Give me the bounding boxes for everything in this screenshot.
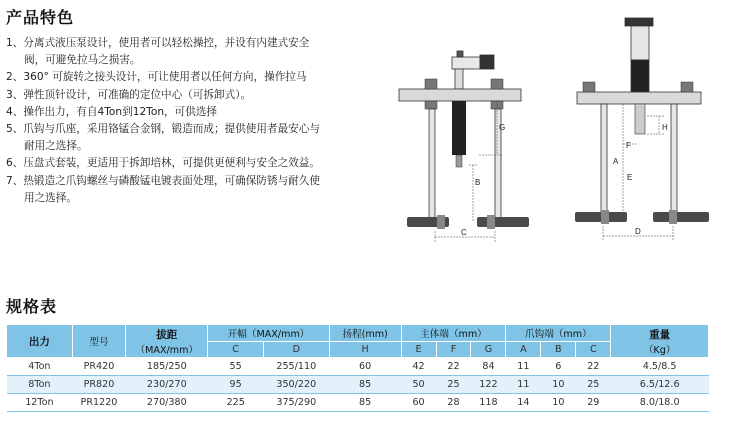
subheader-d: D bbox=[263, 342, 329, 358]
table-cell: 6.5/12.6 bbox=[611, 376, 709, 394]
feature-text: 热锻造之爪钩螺丝与磷酸锰电镀表面处理，可确保防锈与耐久使 bbox=[23, 174, 320, 187]
table-cell: 25 bbox=[576, 376, 611, 394]
table-row bbox=[7, 394, 709, 412]
table-row bbox=[7, 376, 709, 394]
header-opening: 开幅（MAX/mm） bbox=[208, 325, 329, 342]
feature-text: 操作出力，有自4Ton到12Ton，可供选择 bbox=[23, 105, 218, 118]
jaws bbox=[407, 215, 529, 229]
table-cell: 60 bbox=[401, 394, 436, 412]
table-cell: 84 bbox=[471, 358, 506, 376]
subheader-h: H bbox=[329, 342, 401, 358]
table-cell: 55 bbox=[208, 358, 263, 376]
puller-diagram-left bbox=[397, 45, 547, 285]
label-H: H bbox=[662, 123, 668, 132]
feature-item bbox=[6, 104, 381, 121]
table-cell: 8Ton bbox=[7, 376, 73, 394]
table-cell: 85 bbox=[329, 376, 401, 394]
feature-number: 2、 bbox=[6, 71, 24, 84]
subheader-b: B bbox=[541, 342, 576, 358]
table-cell: 270/380 bbox=[126, 394, 208, 412]
table-cell: 4.5/8.5 bbox=[611, 358, 709, 376]
table-cell: 6 bbox=[541, 358, 576, 376]
feature-item bbox=[6, 121, 381, 155]
table-cell: 10 bbox=[541, 394, 576, 412]
table-cell: 95 bbox=[208, 376, 263, 394]
pump-unit bbox=[452, 51, 494, 89]
table-cell: 85 bbox=[329, 394, 401, 412]
feature-number: 5、 bbox=[6, 123, 24, 136]
feature-number: 3、 bbox=[6, 88, 24, 101]
label-F: F bbox=[626, 141, 631, 150]
feature-text: 分离式液压泵设计，使用者可以轻松操控，并设有内建式安全 bbox=[23, 37, 310, 49]
spec-title: 规格表 bbox=[6, 297, 58, 316]
feature-number: 1、 bbox=[6, 37, 24, 49]
table-cell: PR1220 bbox=[72, 394, 125, 412]
feature-text: 弹性顶针设计，可准确的定位中心（可拆卸式）。 bbox=[23, 88, 252, 101]
pump-unit bbox=[625, 18, 653, 96]
feature-text: 阀，可避免拉马之损害。 bbox=[24, 54, 141, 67]
feature-number: 6、 bbox=[6, 157, 24, 170]
feature-text: 耐用之选择。 bbox=[24, 140, 88, 153]
subheader-g: G bbox=[471, 342, 506, 358]
table-cell: 4Ton bbox=[7, 358, 73, 376]
feature-number: 4、 bbox=[6, 105, 24, 118]
label-C: C bbox=[461, 228, 467, 237]
features-list bbox=[6, 35, 381, 207]
spec-table bbox=[6, 324, 709, 412]
header-model: 型号 bbox=[72, 325, 125, 358]
table-cell: 122 bbox=[471, 376, 506, 394]
label-A: A bbox=[613, 157, 619, 166]
feature-text: 360° 可旋转之接头设计，可让使用者以任何方向，操作拉马 bbox=[23, 71, 307, 84]
header-span: 拔距 （MAX/mm） bbox=[126, 325, 208, 358]
header-output: 出力 bbox=[7, 325, 73, 358]
subheader-e: E bbox=[401, 342, 436, 358]
table-cell: 42 bbox=[401, 358, 436, 376]
crossbar bbox=[399, 89, 521, 101]
header-stroke: 扬程(mm) bbox=[329, 325, 401, 342]
feature-item bbox=[6, 35, 381, 69]
feature-text: 用之选择。 bbox=[24, 191, 77, 204]
label-D: D bbox=[635, 227, 641, 236]
table-cell: 25 bbox=[436, 376, 471, 394]
table-cell: 8.0/18.0 bbox=[611, 394, 709, 412]
table-row bbox=[7, 358, 709, 376]
table-cell: 255/110 bbox=[263, 358, 329, 376]
table-cell: 230/270 bbox=[126, 376, 208, 394]
subheader-f: F bbox=[436, 342, 471, 358]
table-cell: 12Ton bbox=[7, 394, 73, 412]
feature-number: 7、 bbox=[6, 174, 24, 187]
crossbar bbox=[577, 92, 701, 104]
table-cell: 22 bbox=[436, 358, 471, 376]
header-weight: 重量 （Kg） bbox=[611, 325, 709, 358]
table-cell: 29 bbox=[576, 394, 611, 412]
screw bbox=[452, 101, 466, 155]
header-body-end: 主体端（mm） bbox=[401, 325, 506, 342]
table-cell: PR420 bbox=[72, 358, 125, 376]
label-G: G bbox=[499, 123, 506, 132]
subheader-a: A bbox=[506, 342, 541, 358]
jaws bbox=[575, 210, 709, 224]
features-title: 产品特色 bbox=[6, 8, 75, 27]
puller-diagram-right bbox=[573, 12, 713, 262]
table-cell: 11 bbox=[506, 376, 541, 394]
table-cell: 14 bbox=[506, 394, 541, 412]
table-cell: 50 bbox=[401, 376, 436, 394]
table-cell: 11 bbox=[506, 358, 541, 376]
feature-text: 爪钩与爪座，采用铬锰合金钢，锻造而成；提供使用者最安心与 bbox=[23, 123, 320, 136]
feature-item bbox=[6, 87, 381, 104]
feature-item bbox=[6, 155, 381, 172]
table-cell: 225 bbox=[208, 394, 263, 412]
table-cell: 28 bbox=[436, 394, 471, 412]
label-B: B bbox=[475, 178, 481, 187]
table-cell: 22 bbox=[576, 358, 611, 376]
feature-item bbox=[6, 173, 381, 207]
feature-item bbox=[6, 69, 381, 86]
table-cell: 60 bbox=[329, 358, 401, 376]
table-cell: PR820 bbox=[72, 376, 125, 394]
header-claw-end: 爪钩端（mm） bbox=[506, 325, 611, 342]
subheader-c: C bbox=[576, 342, 611, 358]
table-cell: 10 bbox=[541, 376, 576, 394]
table-cell: 118 bbox=[471, 394, 506, 412]
table-cell: 375/290 bbox=[263, 394, 329, 412]
label-E: E bbox=[627, 173, 633, 182]
feature-text: 压盘式套装，更适用于拆卸培林，可提供更便利与安全之效益。 bbox=[23, 157, 320, 170]
table-cell: 350/220 bbox=[263, 376, 329, 394]
screw bbox=[635, 104, 645, 134]
subheader-c: C bbox=[208, 342, 263, 358]
table-cell: 185/250 bbox=[126, 358, 208, 376]
